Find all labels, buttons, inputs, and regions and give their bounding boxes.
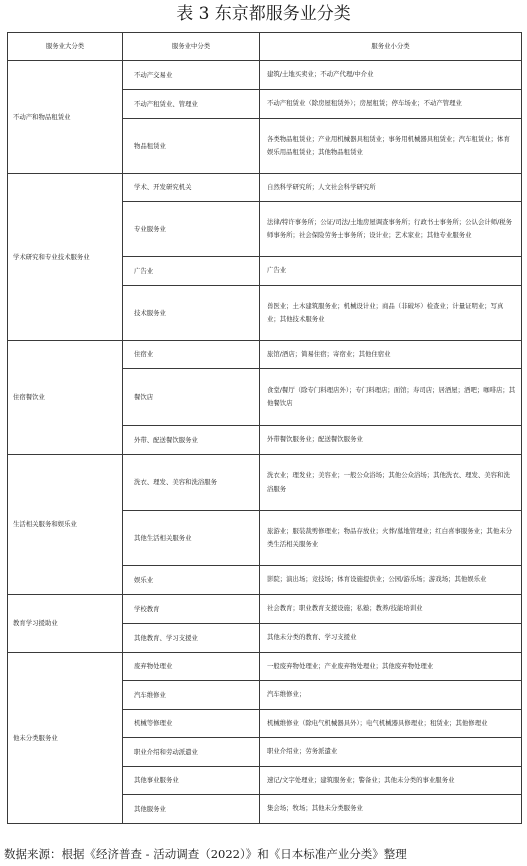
minor-category-cell: 广告业 [260,257,522,286]
header-row [8,33,522,61]
table-row [8,174,522,202]
minor-category-cell: 法律/特许事务所；公证/司法/土地房屋调查事务所；行政书士事务所；公认会计师/税务师事务所；社会保险劳务士事务所；设计业；艺术家业；其他专业服务业 [260,202,522,257]
minor-category-cell: 一般废弃物处理业；产业废弃物处理业；其他废弃物处理业 [260,653,522,681]
mid-category-cell: 洗衣、理发、美容和洗浴服务 [123,455,260,511]
mid-category-cell: 其他教育、学习支援业 [123,624,260,653]
source-note: 数据来源：根据《经济普查 - 活动调查（2022）》和《日本标准产业分类》整理 [4,847,407,861]
minor-category-cell: 社会教育；职业教育支援设施；私塾；教养/技能培训业 [260,595,522,624]
header-major: 服务业大分类 [8,33,123,61]
minor-category-cell: 各类物品租赁业；产业用机械器具租赁业；事务用机械器具租赁业；汽车租赁业；体育娱乐用品租赁业；其他物品租赁业 [260,119,522,174]
mid-category-cell: 其他事业服务业 [123,767,260,795]
major-category-cell: 不动产和物品租赁业 [8,61,123,174]
minor-category-cell: 集会场；牧场；其他未分类服务业 [260,795,522,824]
major-category-cell: 教育学习援助业 [8,595,123,653]
table-row [8,595,522,624]
minor-category-cell: 职业介绍业；劳务派遣业 [260,738,522,767]
minor-category-cell: 旅馆/酒店；简易住宿；寄宿业；其他住宿业 [260,341,522,369]
mid-category-cell: 职业介绍和劳动派遣业 [123,738,260,767]
mid-category-cell: 住宿业 [123,341,260,369]
mid-category-cell: 广告业 [123,257,260,286]
minor-category-cell: 食堂/餐厅（除专门料理店外）；专门料理店；面馆；寿司店；居酒屋；酒吧；咖啡店；其他餐饮店 [260,369,522,426]
header-minor: 服务业小分类 [260,33,522,61]
mid-category-cell: 娱乐业 [123,566,260,595]
minor-category-cell: 建筑/土地买卖业；不动产代理/中介业 [260,61,522,90]
header-mid: 服务业中分类 [123,33,260,61]
minor-category-cell: 兽医业；土木建筑服务业；机械设计业；商品（非破坏）检查业；计量证明业；写真业；其他技术服务业 [260,286,522,341]
minor-category-cell: 旅游业；服装裁剪修理业；物品存放业；火葬/墓地管理业；红白喜事服务业；其他未分类生活相关服务业 [260,511,522,566]
minor-category-cell: 影院；演出场；竞技场；体育设施提供业；公园/游乐场；游戏场；其他娱乐业 [260,566,522,595]
table-row [8,455,522,511]
minor-category-cell: 汽车维修业； [260,681,522,710]
minor-category-cell: 其他未分类的教育、学习支援业 [260,624,522,653]
mid-category-cell: 其他生活相关服务业 [123,511,260,566]
mid-category-cell: 不动产交易业 [123,61,260,90]
table-row [8,341,522,369]
table-row [8,61,522,90]
table-row [8,653,522,681]
mid-category-cell: 外带、配送餐饮服务业 [123,426,260,455]
table-title: 表 3 东京都服务业分类 [176,4,351,24]
minor-category-cell: 洗衣业；理发业；美容业；一般公众浴场；其他公众浴场；其他洗衣、理发、美容和洗浴服务 [260,455,522,511]
mid-category-cell: 机械等修理业 [123,710,260,738]
minor-category-cell: 速记/文字处理业；建筑服务业；警备业；其他未分类的事业服务业 [260,767,522,795]
mid-category-cell: 餐饮店 [123,369,260,426]
mid-category-cell: 学术、开发研究机关 [123,174,260,202]
mid-category-cell: 物品租赁业 [123,119,260,174]
major-category-cell: 他未分类服务业 [8,653,123,824]
mid-category-cell: 汽车维修业 [123,681,260,710]
minor-category-cell: 机械维修业（除电气机械器具外）；电气机械器具修理业；租赁业；其他修理业 [260,710,522,738]
mid-category-cell: 废弃物处理业 [123,653,260,681]
minor-category-cell: 外带餐饮服务业；配送餐饮服务业 [260,426,522,455]
major-category-cell: 学术研究和专业技术服务业 [8,174,123,341]
mid-category-cell: 学校教育 [123,595,260,624]
mid-category-cell: 专业服务业 [123,202,260,257]
mid-category-cell: 不动产租赁业、管理业 [123,90,260,119]
minor-category-cell: 自然科学研究所；人文社会科学研究所 [260,174,522,202]
mid-category-cell: 技术服务业 [123,286,260,341]
service-classification-table [7,32,522,824]
major-category-cell: 住宿餐饮业 [8,341,123,455]
minor-category-cell: 不动产租赁业（除房屋租赁外）；房屋租赁；停车场业；不动产管理业 [260,90,522,119]
mid-category-cell: 其他服务业 [123,795,260,824]
major-category-cell: 生活相关服务和娱乐业 [8,455,123,595]
